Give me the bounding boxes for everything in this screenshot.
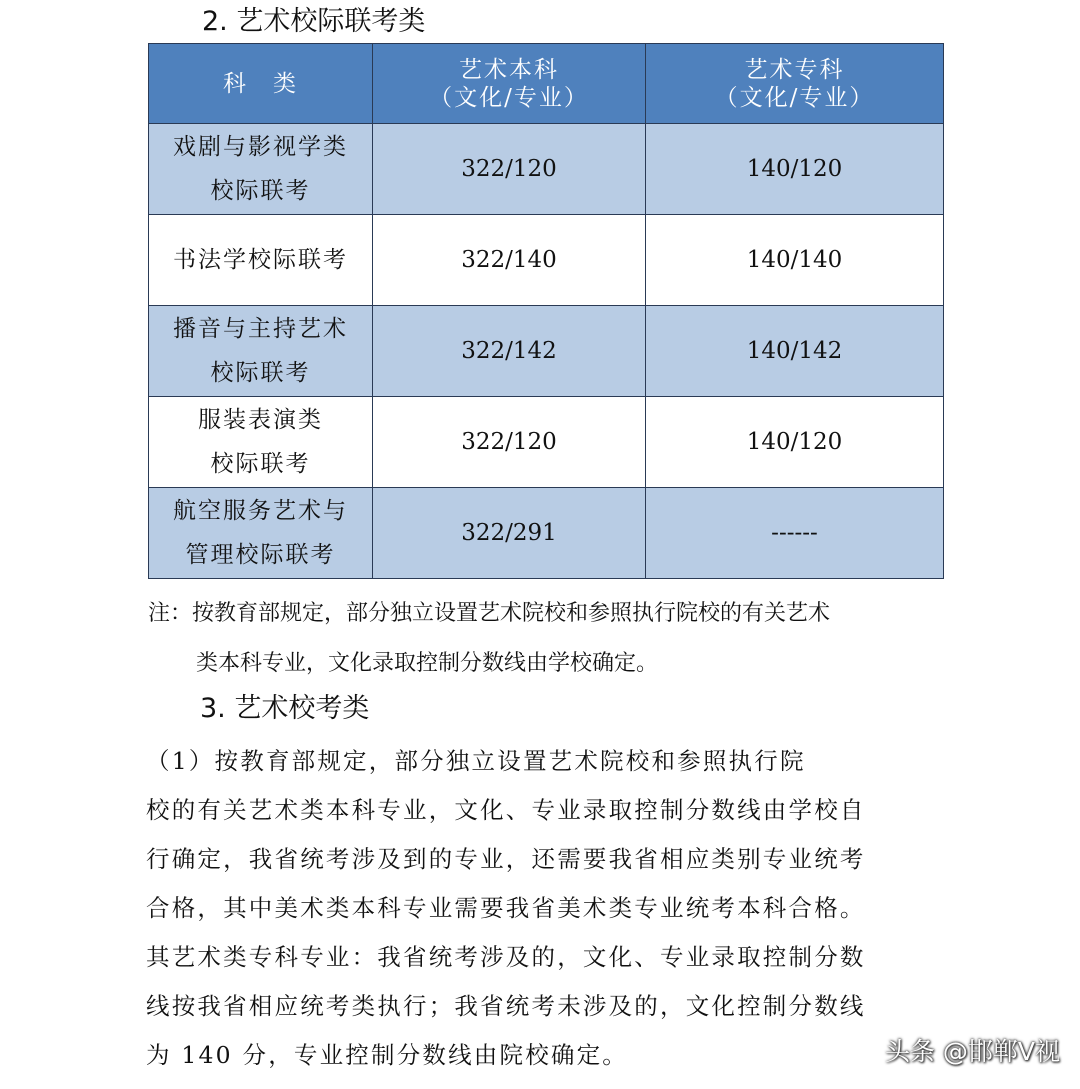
table-row	[149, 488, 944, 579]
associate-score: 140/142	[646, 306, 944, 397]
category-line: 航空服务艺术与	[173, 498, 348, 524]
row-category	[149, 488, 373, 579]
bachelor-score: 322/120	[373, 397, 646, 488]
row-category	[149, 215, 373, 306]
category-line: 书法学校际联考	[173, 247, 348, 273]
category-line: 校际联考	[210, 451, 311, 477]
section-3-heading: 3. 艺术校考类	[200, 693, 370, 724]
paragraph-line: 为 140 分，专业控制分数线由院校确定。	[146, 1041, 628, 1069]
table-header-row	[149, 44, 944, 124]
table-note-line: 类本科专业，文化录取控制分数线由学校确定。	[196, 651, 659, 676]
table-note-line: 注：按教育部规定，部分独立设置艺术院校和参照执行院校的有关艺术	[148, 601, 831, 626]
category-line: 播音与主持艺术	[173, 316, 348, 342]
category-line: 管理校际联考	[185, 542, 336, 568]
associate-score: 140/120	[646, 124, 944, 215]
associate-score: 140/120	[646, 397, 944, 488]
bachelor-score: 322/142	[373, 306, 646, 397]
bachelor-score: 322/120	[373, 124, 646, 215]
header-bachelor-title: 艺术本科	[459, 56, 559, 83]
header-associate-title: 艺术专科	[744, 56, 845, 83]
section-2-heading: 2. 艺术校际联考类	[202, 6, 426, 37]
paragraph-line: 合格，其中美术类本科专业需要我省美术类专业统考本科合格。	[146, 894, 866, 922]
category-line: 校际联考	[210, 178, 311, 204]
paragraph-line: 其艺术类专科专业：我省统考涉及的，文化、专业录取控制分数	[146, 943, 866, 971]
paragraph-line: 校的有关艺术类本科专业，文化、专业录取控制分数线由学校自	[146, 796, 866, 824]
paragraph-line: 行确定，我省统考涉及到的专业，还需要我省相应类别专业统考	[146, 845, 866, 873]
row-category	[149, 124, 373, 215]
category-line: 服装表演类	[198, 407, 323, 433]
header-associate	[646, 44, 944, 124]
table-row	[149, 124, 944, 215]
associate-score: 140/140	[646, 215, 944, 306]
table-row	[149, 306, 944, 397]
row-category	[149, 397, 373, 488]
score-table	[148, 43, 944, 579]
source-watermark: 头条 @邯郸V视	[884, 1037, 1060, 1066]
paragraph-line: （1）按教育部规定，部分独立设置艺术院校和参照执行院	[146, 747, 806, 775]
header-associate-sub: （文化/专业）	[714, 84, 875, 111]
header-bachelor-sub: （文化/专业）	[429, 84, 589, 111]
category-line: 戏剧与影视学类	[173, 134, 348, 160]
category-line: 校际联考	[210, 360, 311, 386]
table-row	[149, 397, 944, 488]
bachelor-score: 322/291	[373, 488, 646, 579]
paragraph-line: 线按我省相应统考类执行；我省统考未涉及的，文化控制分数线	[146, 992, 866, 1020]
associate-score: ------	[646, 488, 944, 579]
row-category	[149, 306, 373, 397]
section-3-paragraph	[146, 737, 946, 1080]
header-bachelor	[373, 44, 646, 124]
table-row	[149, 215, 944, 306]
bachelor-score: 322/140	[373, 215, 646, 306]
header-category: 科 类	[149, 44, 373, 124]
